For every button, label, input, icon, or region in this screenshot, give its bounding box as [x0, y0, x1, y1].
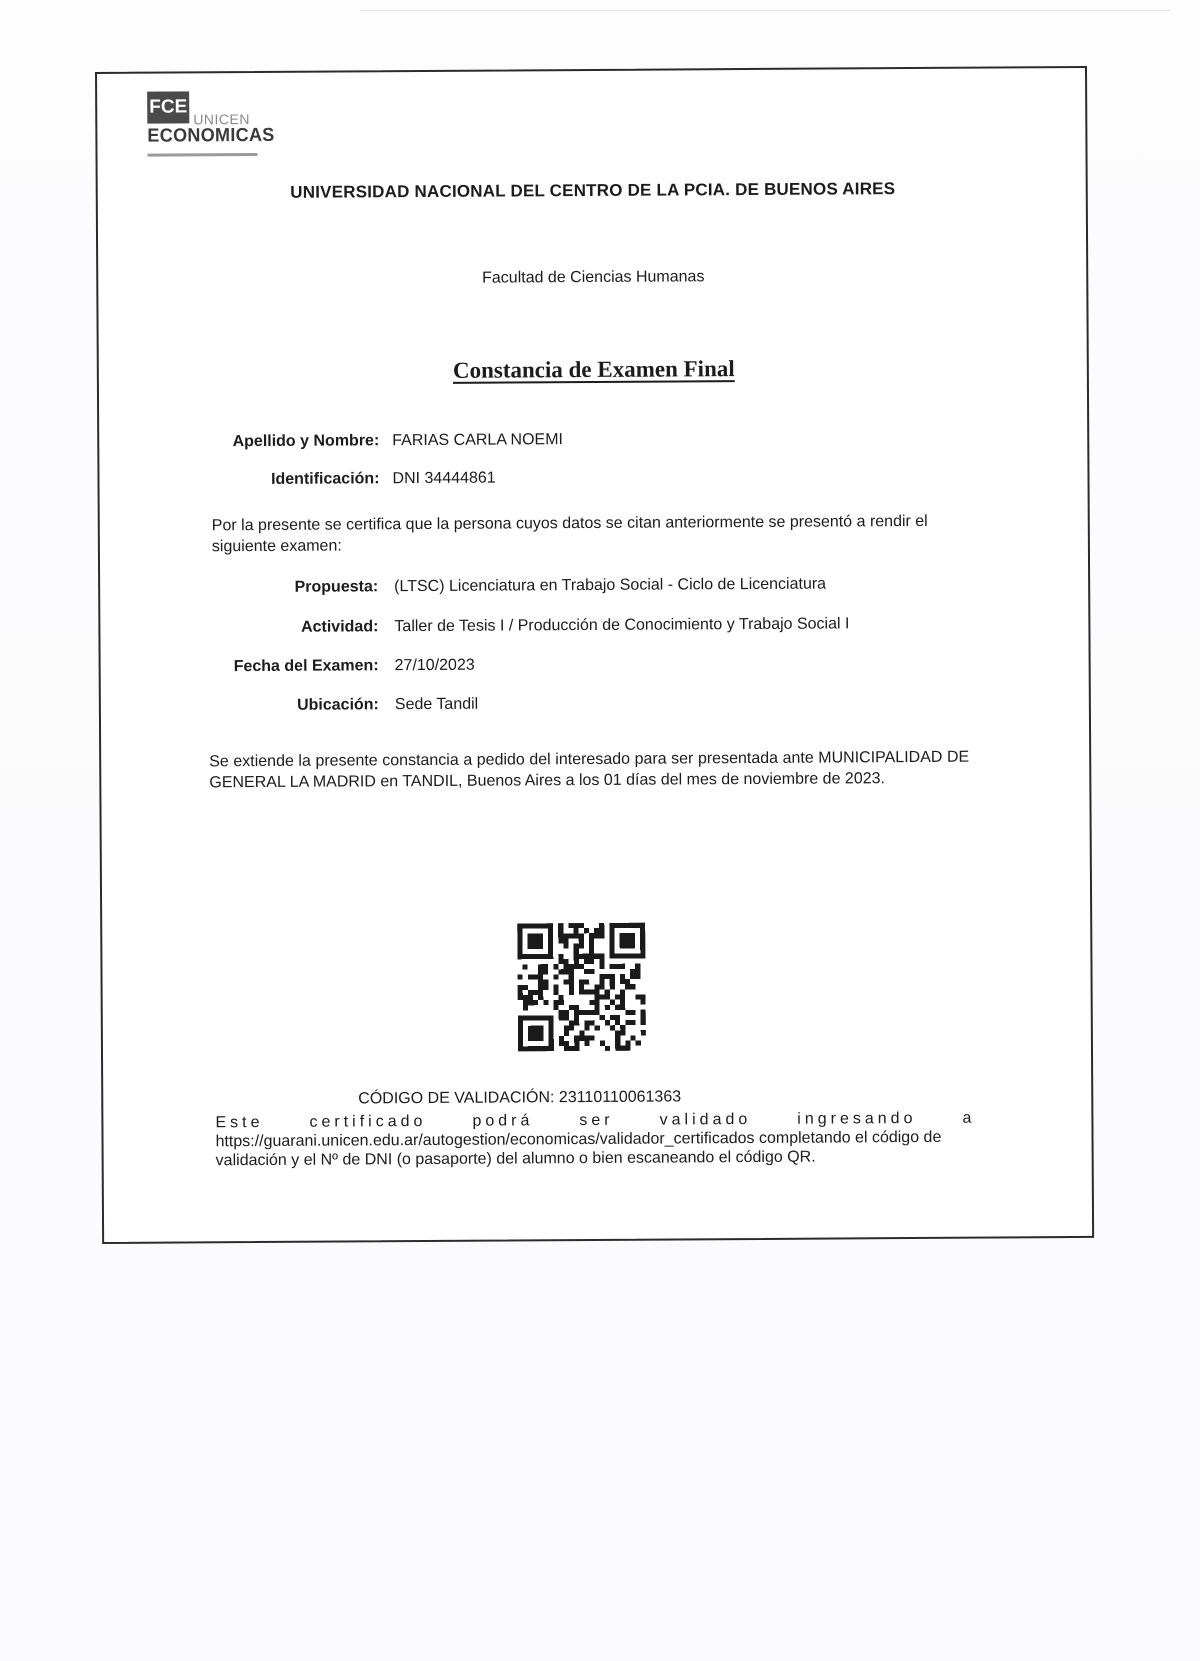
exam-date-label: Fecha del Examen:: [233, 657, 379, 676]
activity-label: Actividad:: [301, 618, 379, 636]
field-row-proposal: [100, 574, 1090, 602]
location-label: Ubicación:: [297, 696, 379, 714]
validation-note-word: podrá: [472, 1112, 534, 1130]
validation-code: CÓDIGO DE VALIDACIÓN: 23110110061363: [358, 1088, 682, 1108]
logo-economicas-text: ECONOMICAS: [147, 124, 275, 147]
field-row-exam-date: [101, 653, 1091, 681]
field-row-location: [101, 692, 1091, 720]
proposal-value: (LTSC) Licenciatura en Trabajo Social - Ciclo de Licenciatura: [394, 575, 827, 596]
document-title: Constancia de Examen Final: [452, 356, 735, 383]
name-label: Apellido y Nombre:: [232, 432, 380, 451]
qr-code-icon: [517, 923, 646, 1052]
field-row-name: [99, 428, 1089, 456]
extend-paragraph: Se extiende la presente constancia a pedido del interesado para ser presentada ante MUNICIPALIDAD DE GENERAL LA MADRID en TANDIL, Buenos Aires a los 01 días del mes de noviembre de 2023.: [209, 748, 970, 792]
validation-note-rest: https://guarani.unicen.edu.ar/autogestion/economicas/validador_certificados completando el código de validación y el Nº de DNI (o pasaporte) del alumno o bien escaneando el código QR.: [215, 1128, 942, 1170]
id-label: Identificación:: [270, 470, 380, 488]
logo-unicen-text: UNICEN: [193, 111, 251, 128]
faculty-name: Facultad de Ciencias Humanas: [482, 268, 705, 287]
validation-note-word: ser: [579, 1111, 614, 1130]
certificate-frame: [95, 66, 1094, 1244]
logo-fce-block: FCE: [147, 91, 189, 123]
id-value: DNI 34444861: [392, 469, 496, 488]
field-row-id: [99, 466, 1089, 494]
validation-note-word: ingresando: [797, 1110, 917, 1128]
validation-note: [215, 1109, 975, 1171]
validation-note-word: Este: [215, 1113, 264, 1132]
location-value: Sede Tandil: [394, 695, 479, 714]
name-value: FARIAS CARLA NOEMI: [392, 431, 564, 450]
field-row-activity: [100, 614, 1090, 642]
logo-underline: [147, 153, 257, 157]
exam-date-value: 27/10/2023: [394, 656, 475, 675]
activity-value: Taller de Tesis I / Producción de Conocimiento y Trabajo Social I: [394, 615, 850, 636]
validation-note-word: validado: [659, 1111, 752, 1129]
validation-note-word: a: [962, 1109, 976, 1127]
certify-paragraph: Por la presente se certifica que la persona cuyos datos se citan anteriormente se presentó a rendir el siguiente examen:: [211, 512, 928, 556]
university-name: UNIVERSIDAD NACIONAL DEL CENTRO DE LA PCIA. DE BUENOS AIRES: [290, 179, 896, 202]
scan-artifact-line: [360, 10, 1170, 11]
fce-unicen-logo: [147, 91, 275, 164]
validation-note-word: certificado: [309, 1112, 427, 1131]
proposal-label: Propuesta:: [294, 578, 379, 596]
